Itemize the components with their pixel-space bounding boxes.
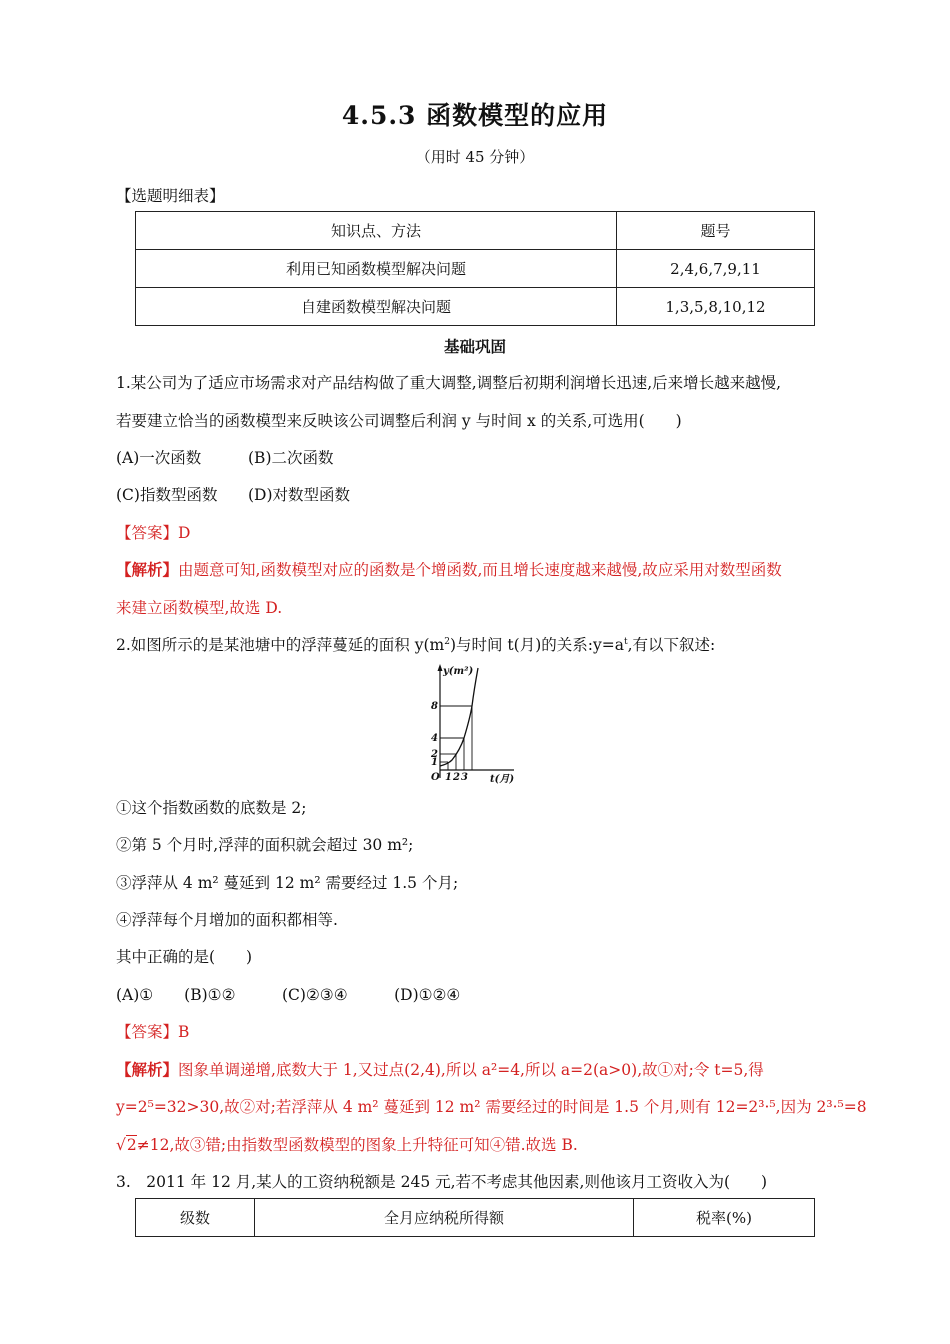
x-tick: 3 (461, 772, 468, 783)
q2-statement-2: ②第 5 个月时,浮萍的面积就会超过 30 m²; (116, 836, 414, 854)
q1-option-d: (D)对数型函数 (248, 486, 351, 504)
table-row (136, 288, 815, 326)
table-cell: 自建函数模型解决问题 (136, 288, 617, 326)
q2-analysis-line3 (116, 1133, 578, 1155)
table-cell: 1,3,5,8,10,12 (617, 288, 815, 326)
page-title: 4.5.3 函数模型的应用 (341, 101, 609, 130)
topic-table (135, 211, 815, 326)
q2-stem (116, 633, 715, 655)
y-tick: 2 (431, 749, 438, 760)
q1-option-a: (A)一次函数 (116, 449, 202, 467)
q1-answer: 【答案】D (116, 524, 191, 542)
sqrt-symbol: √2 (116, 1136, 137, 1154)
q2-statement-4: ④浮萍每个月增加的面积都相等. (116, 911, 338, 929)
origin-label: O (431, 772, 440, 783)
sqrt-radicand: 2 (126, 1136, 137, 1154)
q1-option-b: (B)二次函数 (248, 449, 334, 467)
y-axis-arrow (438, 664, 443, 671)
y-tick: 8 (431, 701, 438, 712)
table-cell: 利用已知函数模型解决问题 (136, 250, 617, 288)
q2-statement-3: ③浮萍从 4 m² 蔓延到 12 m² 需要经过 1.5 个月; (116, 874, 459, 892)
q2-stem-part: 2.如图所示的是某池塘中的浮萍蔓延的面积 y(m (116, 636, 445, 654)
q1-stem-line1: 1.某公司为了适应市场需求对产品结构做了重大调整,调整后初期利润增长迅速,后来增长越来越慢, (116, 374, 782, 392)
table-header: 知识点、方法 (136, 212, 617, 250)
q2-analysis-line1 (116, 1058, 764, 1080)
analysis-label: 【解析】 (116, 1060, 179, 1079)
table-header: 全月应纳税所得额 (255, 1199, 634, 1237)
table-header: 级数 (136, 1199, 255, 1237)
q2-options: (A)① (B)①② (C)②③④ (D)①②④ (116, 986, 461, 1004)
x-axis-label: t(月) (490, 774, 515, 785)
y-axis-label: y(m²) (443, 666, 474, 677)
q2-ask: 其中正确的是( ) (116, 948, 253, 966)
analysis-text: ≠12,故③错;由指数型函数模型的图象上升特征可知④错.故选 B. (136, 1136, 578, 1154)
q3-stem: 3. 2011 年 12 月,某人的工资纳税额是 245 元,若不考虑其他因素,则他该月工资收入为( ) (116, 1173, 768, 1191)
x-tick: 2 (453, 772, 460, 783)
tax-table (135, 1198, 815, 1237)
q2-stem-sup: 2 (444, 636, 450, 647)
q1-analysis-line2: 来建立函数模型,故选 D. (116, 599, 283, 617)
growth-graph (416, 660, 520, 790)
section-heading: 基础巩固 (443, 337, 506, 356)
x-tick: 1 (445, 772, 452, 783)
q2-analysis-line2: y=2⁵=32>30,故②对;若浮萍从 4 m² 蔓延到 12 m² 需要经过的时间是 1.5 个月,则有 12=2³·⁵,因为 2³·⁵=8 (116, 1098, 867, 1116)
analysis-text: 图象单调递增,底数大于 1,又过点(2,4),所以 a²=4,所以 a=2(a>0),故①对;令 t=5,得 (178, 1061, 764, 1079)
table-header: 题号 (617, 212, 815, 250)
q2-stem-sup: t (623, 636, 628, 647)
time-limit: （用时 45 分钟） (415, 148, 535, 166)
table-cell: 2,4,6,7,9,11 (617, 250, 815, 288)
table-row (136, 250, 815, 288)
q1-analysis-line1 (116, 558, 782, 580)
detail-heading: 【选题明细表】 (116, 187, 225, 205)
analysis-text: 由题意可知,函数模型对应的函数是个增函数,而且增长速度越来越慢,故应采用对数型函数 (178, 561, 782, 579)
y-tick: 4 (431, 733, 438, 744)
table-header: 税率(%) (634, 1199, 815, 1237)
analysis-label: 【解析】 (116, 560, 179, 579)
q2-answer: 【答案】B (116, 1023, 190, 1041)
q1-stem-line2: 若要建立恰当的函数模型来反映该公司调整后利润 y 与时间 x 的关系,可选用( ) (116, 412, 682, 430)
q2-statement-1: ①这个指数函数的底数是 2; (116, 799, 307, 817)
q1-option-c: (C)指数型函数 (116, 486, 218, 504)
q2-stem-part: ,有以下叙述: (627, 636, 716, 654)
y-tick: 1 (431, 757, 438, 768)
q2-stem-part: )与时间 t(月)的关系:y=a (449, 636, 624, 654)
